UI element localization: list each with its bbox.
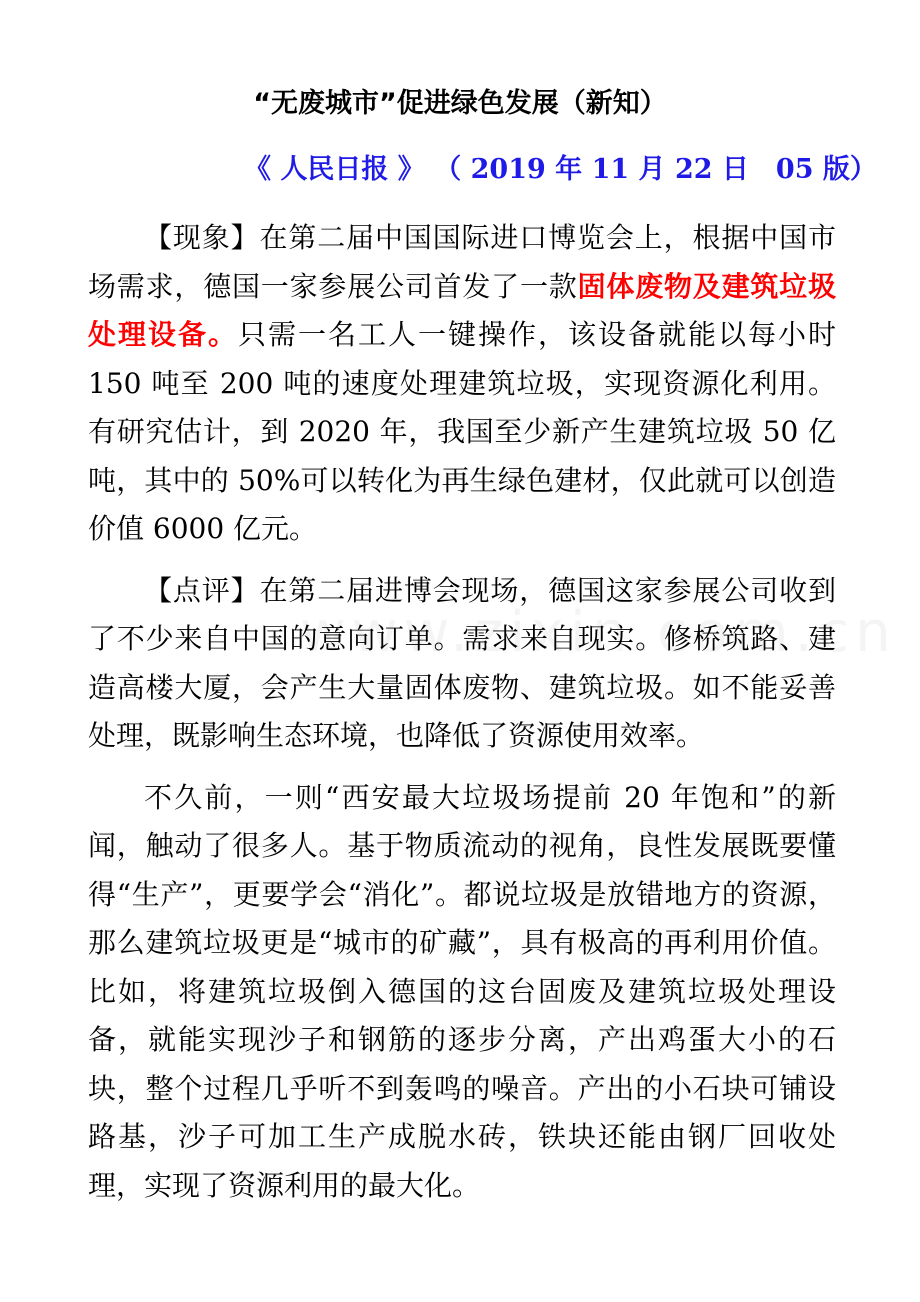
article-source (244, 150, 884, 190)
paragraph-analysis: 不久前，一则“西安最大垃圾场提前 20 年饱和”的新闻，触动了很多人。基于物质流动的视角，良性发展既要懂得“生产”，更要学会“消化”。都说垃圾是放错地方的资源，那么建筑垃圾更是“城市的矿藏”，具有极高的再利用价值。比如，将建筑垃圾倒入德国的这台固废及建筑垃圾处理设备，就能实现沙子和钢筋的逐步分离，产出鸡蛋大小的石块，整个过程几乎听不到轰鸣的噪音。产出的小石块可铺设路基，沙子可加工生产成脱水砖，铁块还能由钢厂回收处理，实现了资源利用的最大化。 (88, 780, 836, 1202)
article-body (88, 214, 836, 1223)
paragraph-text: 【现象】在第二届中国国际进口博览会上，根据中国市场需求，德国一家参展公司首发了一款 (88, 221, 836, 303)
highlighted-equipment: 固体废物及建筑垃圾处理设备。 (88, 269, 836, 351)
source-date: （ 2019 年 11 月 22 日 05 版） (434, 154, 877, 185)
article-title: “无废城市”促进绿色发展（新知） (253, 88, 667, 119)
paragraph-phenomenon (88, 214, 836, 554)
watermark (300, 600, 897, 665)
source-paper: 《 人民日报 》 (244, 154, 425, 185)
paragraph-text: 只需一名工人一键操作，该设备就能以每小时 150 吨至 200 吨的速度处理建筑垃圾，实现资源化利用。有研究估计，到 2020 年，我国至少新产生建筑垃圾 50 亿吨，其中的 50%可以转化为再生绿色建材，仅此就可以创造价值 6000 亿元。 (88, 318, 836, 545)
paragraph-comment: 【点评】在第二届进博会现场，德国这家参展公司收到了不少来自中国的意向订单。需求来自现实。修桥筑路、建造高楼大厦，会产生大量固体废物、建筑垃圾。如不能妥善处理，既影响生态环境，也降低了资源使用效率。 (88, 573, 836, 752)
